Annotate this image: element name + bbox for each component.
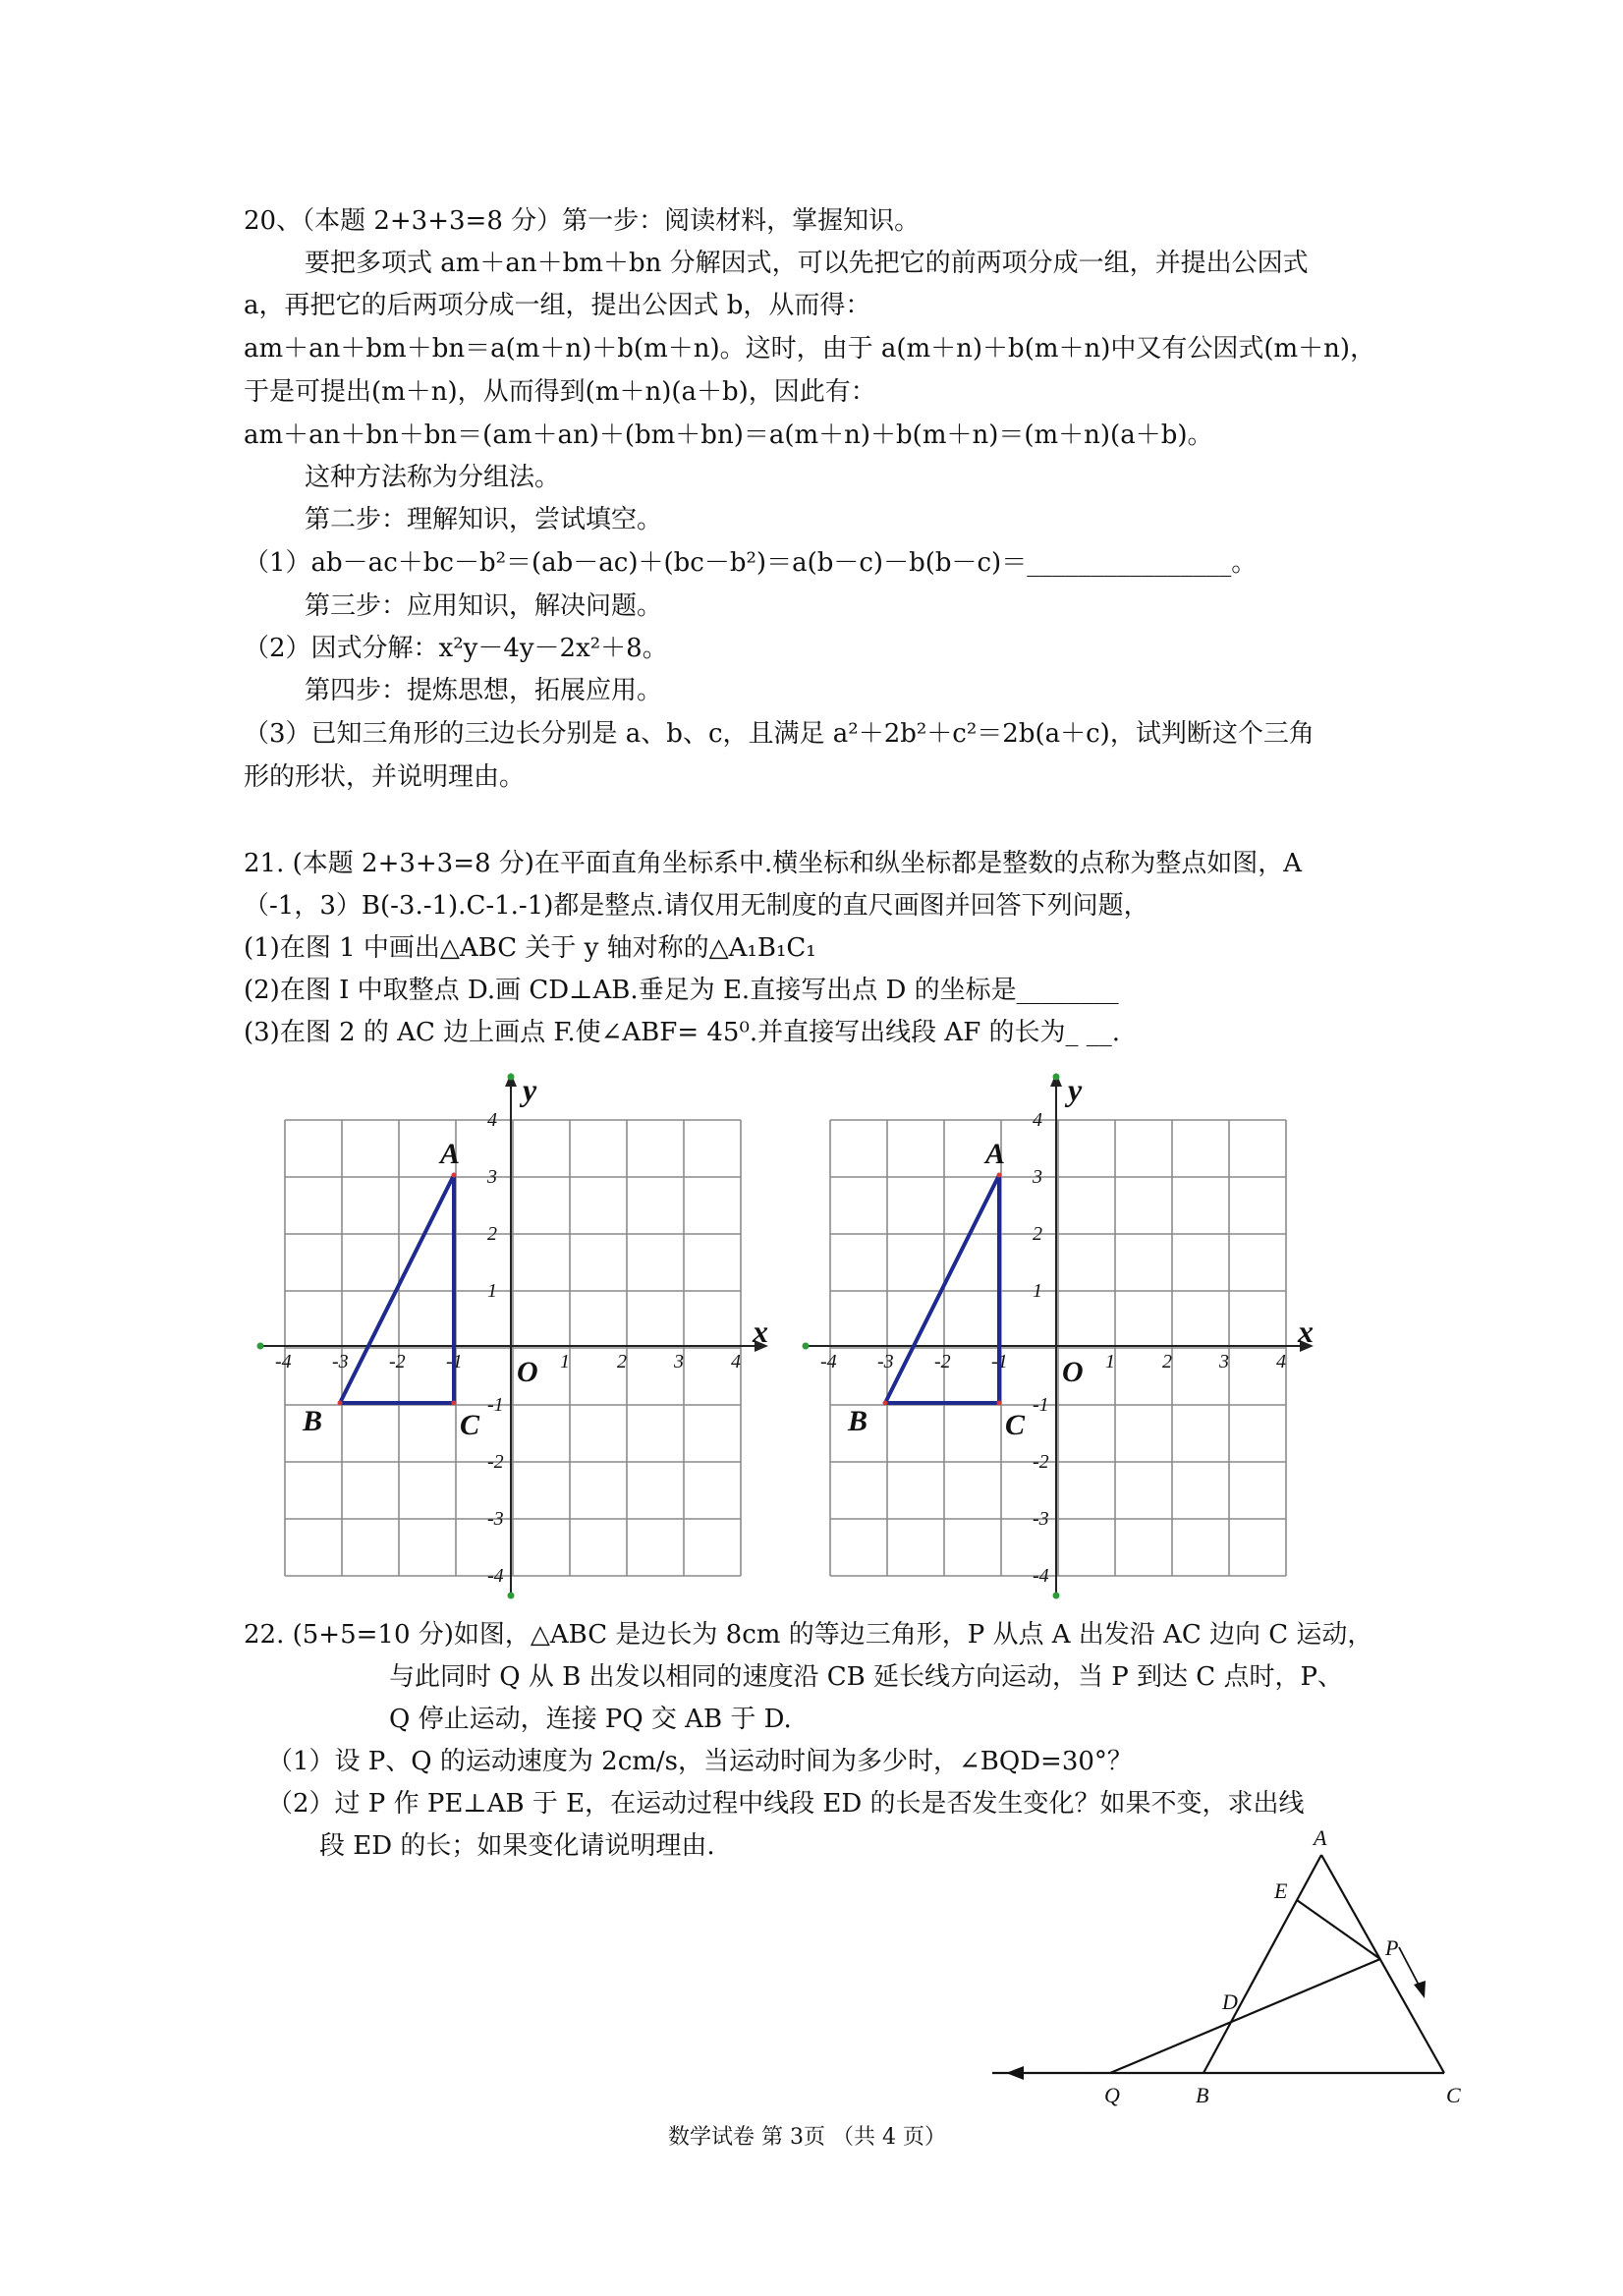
motion-arrow-p (1399, 1947, 1426, 1998)
y-tick-label: 2 (1033, 1223, 1042, 1245)
y-tick-label: -1 (487, 1394, 504, 1416)
x-tick-label: 4 (731, 1351, 741, 1372)
x-tick-label: -3 (332, 1351, 349, 1372)
x-tick-label: -1 (446, 1351, 463, 1372)
page-footer: 数学试卷 第 3页 （共 4 页） (668, 2125, 946, 2150)
vertex-label: B (303, 1405, 323, 1437)
origin-label: O (1062, 1356, 1084, 1388)
label-b: B (1196, 2083, 1209, 2107)
y-tick-label: -2 (487, 1451, 504, 1473)
x-tick-label: -4 (275, 1351, 292, 1372)
edge-ac (1321, 1855, 1444, 2073)
q20-subquestion-3b: 形的形状，并说明理由。 (244, 762, 526, 792)
q21-subquestion-3: (3)在图 2 的 AC 边上画点 F.使∠ABF= 45⁰.并直接写出线段 AF 的长为_ __. (244, 1018, 1121, 1047)
vertex-label: B (848, 1405, 868, 1437)
x-tick-label: 1 (560, 1351, 570, 1372)
q22-subquestion-1: （1）设 P、Q 的运动速度为 2cm/s，当运动时间为多少时，∠BQD=30°？ (267, 1747, 1133, 1776)
vertex-label: C (460, 1409, 480, 1441)
x-tick-label: 4 (1276, 1351, 1286, 1372)
y-axis-label: y (1068, 1072, 1083, 1107)
vertex-point (883, 1401, 888, 1406)
vertex-point (997, 1173, 1002, 1178)
label-e: E (1274, 1878, 1288, 1903)
vertex-point (997, 1401, 1002, 1406)
x-tick-label: 2 (1162, 1351, 1172, 1372)
coordinate-figure-1 (255, 1071, 786, 1601)
q20-step-4: 第四步：提炼思想，拓展应用。 (305, 676, 663, 705)
axis-end-dot (1053, 1593, 1060, 1599)
y-tick-label: 2 (487, 1223, 497, 1245)
triangle-figure (982, 1818, 1493, 2132)
vertex-label: A (440, 1138, 461, 1170)
axis-end-dot (257, 1343, 264, 1350)
axis-end-dot (803, 1343, 810, 1350)
axis-end-dot (508, 1593, 515, 1599)
edge-ab (1203, 1855, 1321, 2073)
y-tick-label: -1 (1033, 1394, 1049, 1416)
y-tick-label: 4 (1033, 1109, 1042, 1131)
vertex-label: A (985, 1138, 1006, 1170)
q20-subquestion-2: （2）因式分解：x²y－4y－2x²＋8。 (244, 634, 668, 663)
q21-subquestion-1: (1)在图 1 中画出△ABC 关于 y 轴对称的△A₁B₁C₁ (244, 933, 816, 963)
q20-paragraph-5: am＋an＋bn＋bn＝(am＋an)＋(bm＋bn)＝a(m＋n)＋b(m＋n)＝(m＋n)(a＋b)。 (244, 420, 1213, 450)
vertex-point (338, 1401, 343, 1406)
label-c: C (1446, 2083, 1461, 2107)
y-tick-label: 3 (487, 1166, 497, 1188)
vertex-point (452, 1401, 457, 1406)
x-tick-label: -2 (934, 1351, 951, 1372)
y-tick-label: 1 (487, 1280, 497, 1302)
y-tick-label: -4 (1033, 1565, 1049, 1587)
segment-pq (1110, 1959, 1380, 2073)
y-tick-label: 3 (1033, 1166, 1042, 1188)
y-axis-label: y (523, 1072, 537, 1107)
q20-paragraph-2: a，再把它的后两项分成一组，提出公因式 b，从而得： (244, 291, 871, 320)
x-tick-label: 3 (674, 1351, 684, 1372)
q20-paragraph-3: am＋an＋bm＋bn＝a(m＋n)＋b(m＋n)。这时，由于 a(m＋n)＋b(m＋n)中又有公因式(m＋n)， (244, 334, 1376, 364)
x-tick-label: 3 (1219, 1351, 1229, 1372)
x-tick-label: -2 (389, 1351, 406, 1372)
label-p: P (1385, 1935, 1399, 1960)
vertex-point (452, 1173, 457, 1178)
vertex-label: C (1005, 1409, 1026, 1441)
q21-title: 21. (本题 2+3+3=8 分)在平面直角坐标系中.横坐标和纵坐标都是整数的点称为整点如图，A (244, 849, 1302, 878)
origin-label: O (517, 1356, 538, 1388)
x-tick-label: -3 (877, 1351, 894, 1372)
x-tick-label: 1 (1105, 1351, 1115, 1372)
q20-subquestion-1: （1）ab－ac＋bc－b²＝(ab－ac)＋(bc－b²)＝a(b－c)－b(b－c)＝________________。 (244, 548, 1258, 578)
y-tick-label: -3 (487, 1508, 504, 1530)
axis-end-dot (508, 1074, 515, 1081)
coordinate-figure-2 (801, 1071, 1331, 1601)
segment-pe (1297, 1900, 1380, 1959)
q22-subquestion-2a: （2）过 P 作 PE⊥AB 于 E，在运动过程中线段 ED 的长是否发生变化？如果不变，求出线 (267, 1789, 1305, 1819)
q21-line-2: （-1，3）B(-3.-1).C-1.-1)都是整点.请仅用无制度的直尺画图并回答下列问题， (244, 891, 1149, 921)
y-tick-label: 4 (487, 1109, 497, 1131)
q20-paragraph-6: 这种方法称为分组法。 (305, 463, 561, 492)
x-tick-label: -4 (820, 1351, 837, 1372)
x-tick-label: 2 (617, 1351, 627, 1372)
q20-paragraph-1: 要把多项式 am＋an＋bm＋bn 分解因式，可以先把它的前两项分成一组，并提出公因式 (305, 249, 1309, 278)
q22-subquestion-2b: 段 ED 的长；如果变化请说明理由. (319, 1831, 715, 1861)
axis-end-dot (1053, 1074, 1060, 1081)
x-axis-label: x (1298, 1314, 1314, 1349)
q22-line-3: Q 停止运动，连接 PQ 交 AB 于 D. (389, 1705, 792, 1734)
label-q: Q (1104, 2083, 1120, 2107)
y-tick-label: -3 (1033, 1508, 1049, 1530)
label-d: D (1222, 1989, 1238, 2014)
q22-line-2: 与此同时 Q 从 B 出发以相同的速度沿 CB 延长线方向运动，当 P 到达 C 点时，P、 (389, 1662, 1343, 1692)
label-a: A (1314, 1825, 1327, 1850)
q20-paragraph-4: 于是可提出(m＋n)，从而得到(m＋n)(a＋b)，因此有： (244, 377, 876, 407)
q22-title: 22. (5+5=10 分)如图，△ABC 是边长为 8cm 的等边三角形，P 从点 A 出发沿 AC 边向 C 运动， (244, 1620, 1373, 1650)
q20-title: 20、（本题 2+3+3=8 分）第一步：阅读材料，掌握知识。 (244, 206, 921, 236)
y-tick-label: -4 (487, 1565, 504, 1587)
q21-subquestion-2: (2)在图 I 中取整点 D.画 CD⊥AB.垂足为 E.直接写出点 D 的坐标是________ (244, 976, 1119, 1005)
y-tick-label: -2 (1033, 1451, 1049, 1473)
y-tick-label: 1 (1033, 1280, 1042, 1302)
motion-arrow-q (1006, 2066, 1089, 2080)
q20-step-2: 第二步：理解知识，尝试填空。 (305, 505, 663, 534)
q20-subquestion-3a: （3）已知三角形的三边长分别是 a、b、c，且满足 a²＋2b²＋c²＝2b(a＋c)，试判断这个三角 (244, 719, 1315, 749)
q20-step-3: 第三步：应用知识，解决问题。 (305, 591, 663, 621)
x-axis-label: x (753, 1314, 768, 1349)
x-tick-label: -1 (991, 1351, 1008, 1372)
